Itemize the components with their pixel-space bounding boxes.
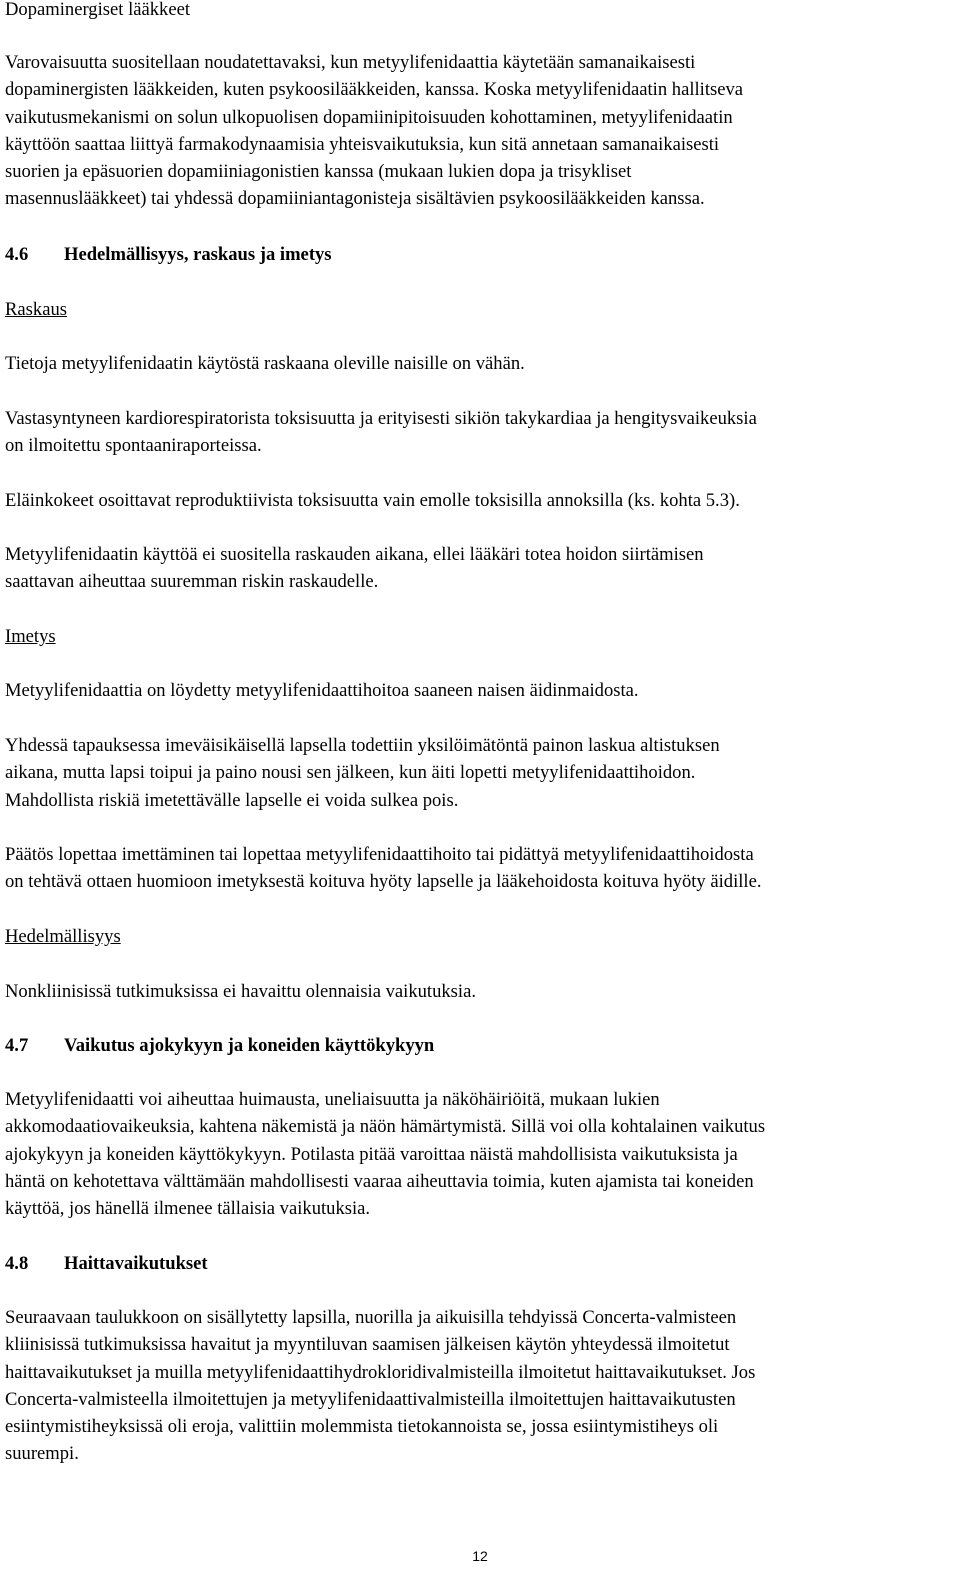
section-heading-4-6 [5,241,332,268]
paragraph-raskaus-1: Tietoja metyylifenidaatin käytöstä raskaana oleville naisille on vähän. [5,353,525,374]
paragraph-raskaus-4: Metyylifenidaatin käyttöä ei suositella raskauden aikana, ellei lääkäri totea hoidon siirtämisen saattavan aiheuttaa suuremman riskin raskaudelle. [5,544,704,593]
section-heading-4-8 [5,1250,208,1277]
paragraph-raskaus-3: Eläinkokeet osoittavat reproduktiivista toksisuutta vain emolle toksisilla annoksilla (ks. kohta 5.3). [5,490,740,511]
subheading-imetys: Imetys [5,626,56,647]
section-heading-4-7 [5,1032,434,1059]
paragraph-imetys-3: Päätös lopettaa imettäminen tai lopettaa metyylifenidaattihoito tai pidättyä metyylifenidaattihoidosta on tehtävä ottaen huomioon imetyksestä koituva hyöty lapselle ja lääkehoidosta koituva hyöty äidille. [5,844,762,893]
subheading-hedelmallisyys: Hedelmällisyys [5,926,121,947]
paragraph-raskaus-2: Vastasyntyneen kardiorespiratorista toksisuutta ja erityisesti sikiön takykardiaa ja hengitysvaikeuksia on ilmoitettu spontaaniraporteissa. [5,408,757,457]
paragraph-4-7: Metyylifenidaatti voi aiheuttaa huimausta, uneliaisuutta ja näköhäiriöitä, mukaan lukien akkomodaatiovaikeuksia, kahtena näkemistä ja näön hämärtymistä. Sillä voi olla kohtalainen vaikutus ajokykyyn ja koneiden käyttökykyyn. Potilasta pitää varoittaa näistä mahdollisista vaikutuksista ja häntä on kehotettava välttämään mahdollisesti vaaraa aiheuttavia toimia, kuten ajamista tai koneiden käyttöä, jos hänellä ilmenee tällaisia vaikutuksia. [5,1089,766,1220]
paragraph-4-8: Seuraavaan taulukkoon on sisällytetty lapsilla, nuorilla ja aikuisilla tehdyissä Concerta-valmisteen kliinisissä tutkimuksissa havaitut ja myyntiluvan saamisen jälkeisen käytön yhteydessä ilmoitetut haittavaikutukset ja muilla metyylifenidaattihydrokloridivalmisteilla ilmoitetut haittavaikutukset. Jos Concerta-valmisteella ilmoitettujen ja metyylifenidaattivalmisteilla ilmoitettujen haittavaikutusten esiintymistiheyksissä oli eroja, valittiin molemmista tietokannoista se, jossa esiintymistiheys oli suurempi. [5,1307,756,1465]
paragraph-imetys-2: Yhdessä tapauksessa imeväisikäisellä lapsella todettiin yksilöimätöntä painon laskua altistuksen aikana, mutta lapsi toipui ja paino nousi sen jälkeen, kun äiti lopetti metyylifenidaattihoidon. Mahdollista riskiä imetettävälle lapselle ei voida sulkea pois. [5,735,720,811]
paragraph-dopaminergic: Varovaisuutta suositellaan noudatettavaksi, kun metyylifenidaattia käytetään samanaikaisesti dopaminergisten lääkkeiden, kuten psykoosilääkkeiden, kanssa. Koska metyylifenidaatin hallitseva vaikutusmekanismi on solun ulkopuolisen dopamiinipitoisuuden kohottaminen, metyylifenidaatin käyttöön saattaa liittyä farmakodynaamisia yhteisvaikutuksia, kun sitä annetaan samanaikaisesti suorien ja epäsuorien dopamiiniagonistien kanssa (mukaan lukien dopa ja trisykliset masennuslääkkeet) tai yhdessä dopamiiniantagonisteja sisältävien psykoosilääkkeiden kanssa. [5,52,744,210]
section-title: Haittavaikutukset [64,1253,208,1274]
section-number: 4.7 [5,1035,29,1056]
section-title: Vaikutus ajokykyyn ja koneiden käyttökykyyn [64,1035,435,1056]
section-number: 4.8 [5,1253,29,1274]
section-title: Hedelmällisyys, raskaus ja imetys [64,244,332,265]
subheading-raskaus: Raskaus [5,299,67,320]
subheading-dopaminergic: Dopaminergiset lääkkeet [5,0,191,20]
section-number: 4.6 [5,244,29,265]
paragraph-imetys-1: Metyylifenidaattia on löydetty metyylifenidaattihoitoa saaneen naisen äidinmaidosta. [5,680,639,701]
paragraph-hedelmallisyys-1: Nonkliinisissä tutkimuksissa ei havaittu olennaisia vaikutuksia. [5,981,476,1002]
page-number: 12 [472,1548,488,1564]
